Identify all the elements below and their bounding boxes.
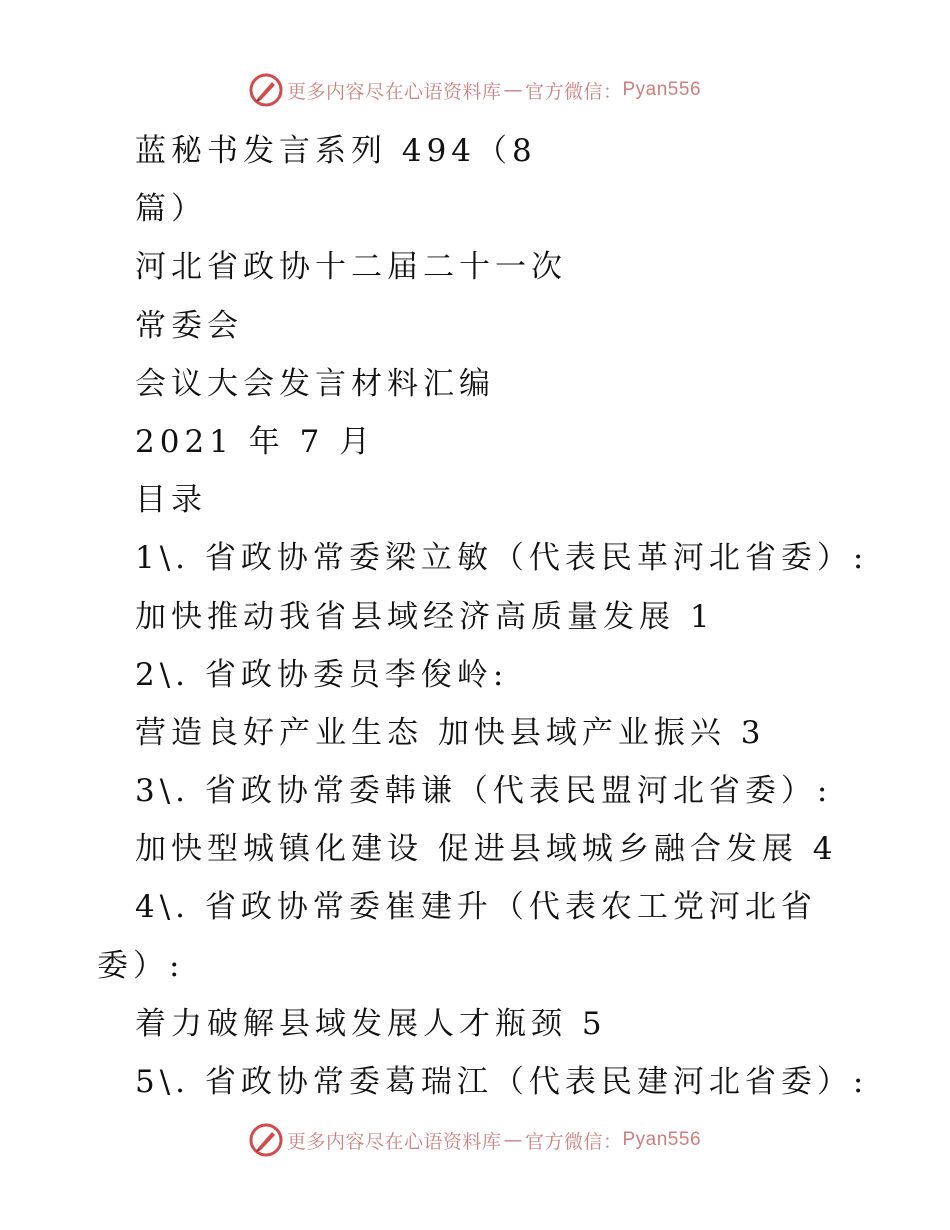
toc-item-1-title: 加快推动我省县域经济高质量发展 1 xyxy=(135,598,715,635)
toc-item-5-speaker: 5\. 省政协常委葛瑞江（代表民建河北省委）: xyxy=(135,1064,869,1100)
watermark-wechat-id: Pyan556 xyxy=(622,1129,702,1150)
document-body xyxy=(0,122,950,1111)
doc-line-subtitle-1: 河北省政协十二届二十一次 xyxy=(135,249,567,286)
toc-item-3-title: 加快型城镇化建设 促进县域城乡融合发展 4 xyxy=(135,831,838,868)
header-watermark xyxy=(0,70,950,110)
watermark-separator: — xyxy=(503,79,523,101)
doc-line-date: 2021 年 7 月 xyxy=(135,423,376,460)
watermark-separator: — xyxy=(503,1129,523,1151)
quill-logo-icon xyxy=(249,73,283,107)
footer-watermark xyxy=(0,1120,950,1160)
toc-item-1-speaker: 1\. 省政协常委梁立敏（代表民革河北省委）: xyxy=(135,540,869,577)
doc-line-subtitle-2: 常委会 xyxy=(135,307,243,344)
toc-item-3-speaker: 3\. 省政协常委韩谦（代表民盟河北省委）: xyxy=(135,773,833,810)
toc-item-4-speaker: 4\. 省政协常委崔建升（代表农工党河北省 xyxy=(135,889,817,926)
doc-line-subtitle-3: 会议大会发言材料汇编 xyxy=(135,365,495,402)
toc-item-2-title: 营造良好产业生态 加快县域产业振兴 3 xyxy=(135,714,766,751)
watermark-wechat-label: 官方微信： xyxy=(524,80,623,103)
quill-logo-icon xyxy=(249,1123,283,1157)
doc-line-title-1: 蓝秘书发言系列 494（8 xyxy=(135,133,537,169)
toc-item-2-speaker: 2\. 省政协委员李俊岭: xyxy=(135,656,509,693)
toc-item-4-title: 着力破解县域发展人才瓶颈 5 xyxy=(135,1005,607,1042)
doc-line-title-2: 篇） xyxy=(135,191,207,228)
toc-item-4-speaker-cont: 委）: xyxy=(97,947,185,984)
watermark-wechat-id: Pyan556 xyxy=(622,79,702,100)
watermark-wechat-label: 官方微信： xyxy=(524,1130,623,1153)
watermark-text: 更多内容尽在心语资料库 xyxy=(286,80,502,103)
watermark-text: 更多内容尽在心语资料库 xyxy=(286,1130,502,1153)
doc-line-toc-heading: 目录 xyxy=(135,482,207,519)
